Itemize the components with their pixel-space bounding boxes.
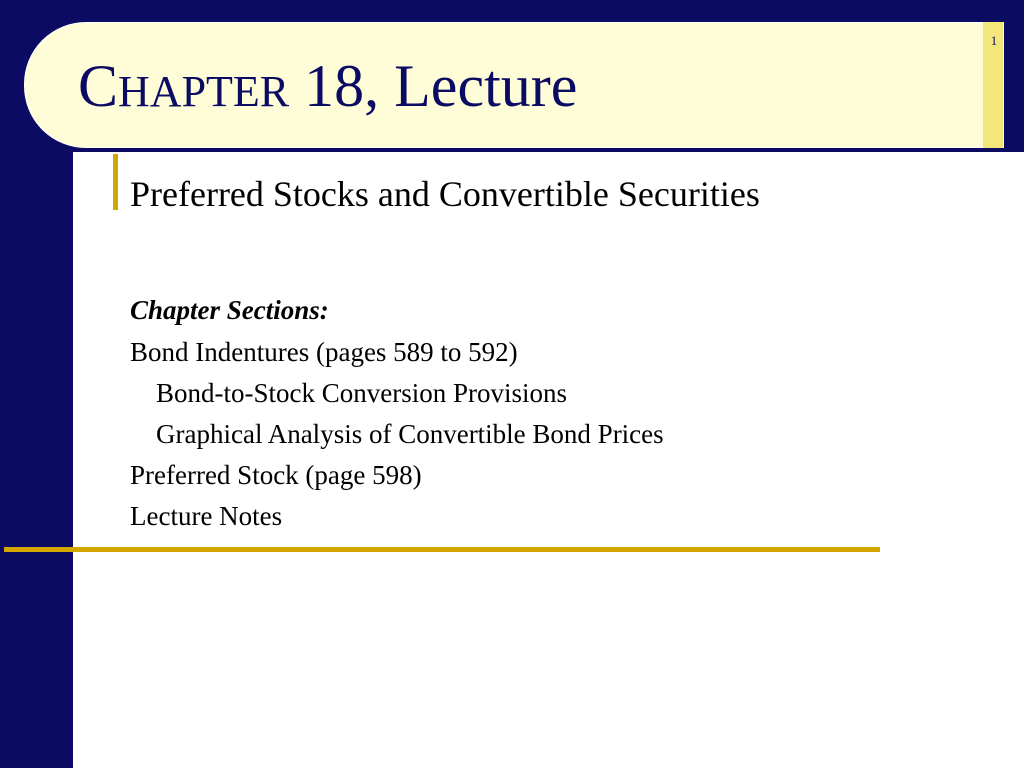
slide-subtitle: Preferred Stocks and Convertible Securities [130, 174, 760, 214]
title-initial-cap: C [78, 53, 119, 119]
section-item-conversion-provisions: Bond-to-Stock Conversion Provisions [156, 378, 568, 408]
section-item-graphical-analysis: Graphical Analysis of Convertible Bond Prices [156, 419, 664, 449]
section-list [130, 332, 664, 537]
accent-vertical-bar [113, 154, 118, 210]
section-item-preferred-stock: Preferred Stock (page 598) [130, 460, 422, 490]
slide-title [78, 46, 577, 132]
accent-horizontal-bar [4, 547, 880, 552]
sections-heading: Chapter Sections: [130, 295, 329, 325]
title-main-text: 18, Lecture [289, 53, 578, 119]
section-item-bond-indentures: Bond Indentures (pages 589 to 592) [130, 337, 518, 367]
title-small-caps: HAPTER [118, 67, 290, 116]
slide-number: 1 [990, 33, 998, 48]
slide-content [130, 170, 990, 531]
section-item-lecture-notes: Lecture Notes [130, 501, 283, 531]
